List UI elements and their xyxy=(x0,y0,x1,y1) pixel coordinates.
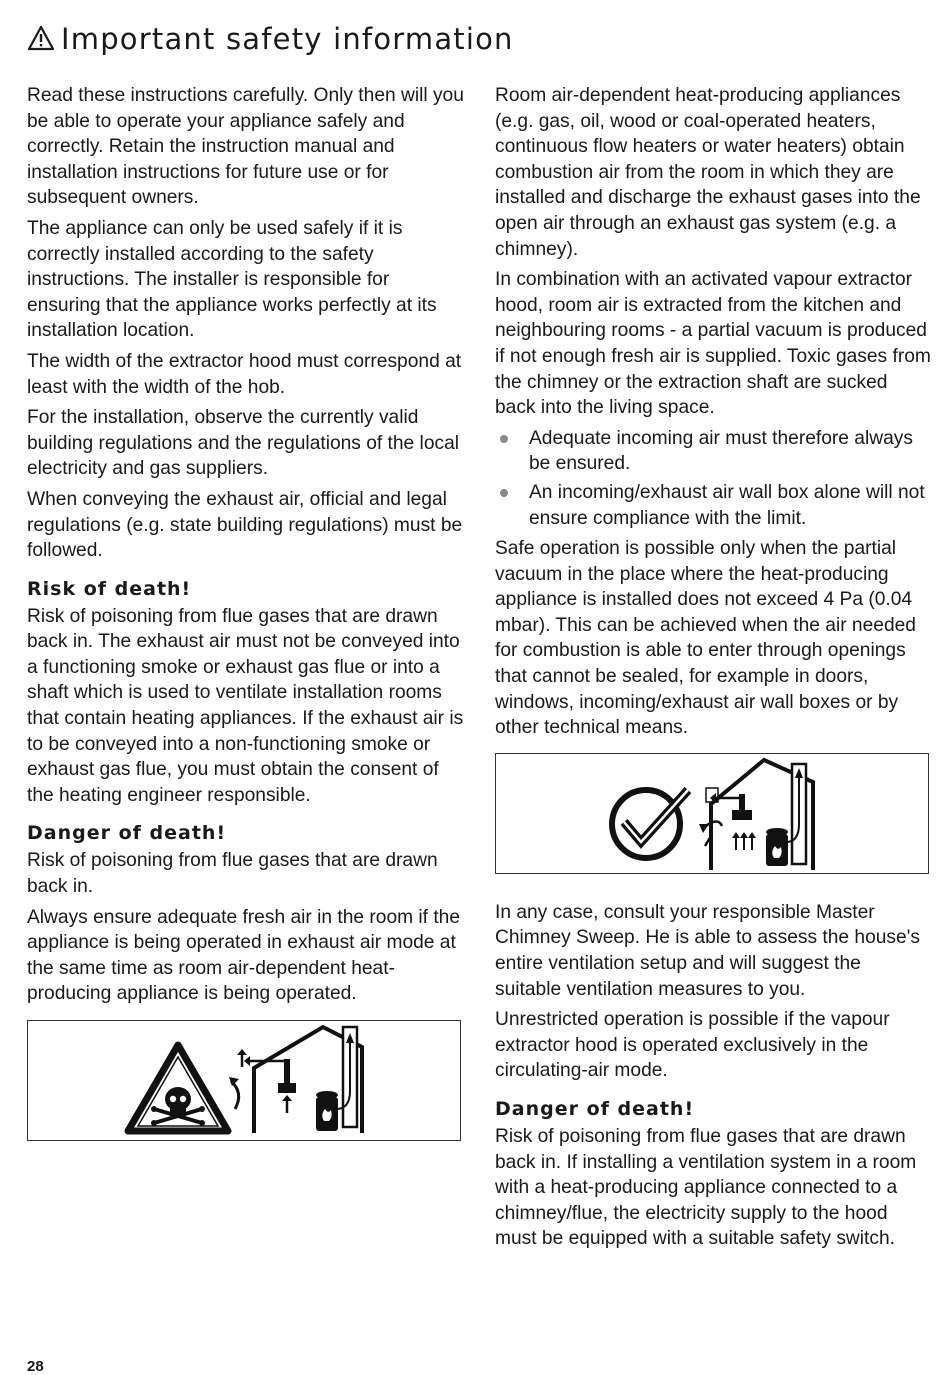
list-item xyxy=(495,426,931,477)
paragraph: For the installation, observe the currently valid building regulations and the regulations of the local electricity and gas suppliers. xyxy=(27,407,460,480)
paragraph: Always ensure adequate fresh air in the room if the appliance is being operated in exhaust air mode at the same time as room air-dependent heat-producing appliance is being operated. xyxy=(27,906,461,1005)
page-title xyxy=(27,22,514,56)
bullet-list xyxy=(495,426,931,531)
checkmark-circle-icon xyxy=(496,754,928,873)
page-number: 28 xyxy=(27,1358,44,1375)
page-title-text: Important safety information xyxy=(61,22,514,56)
safe-operation-figure xyxy=(495,753,929,874)
paragraph: Read these instructions carefully. Only then will you be able to operate your appliance safely and correctly. Retain the instruction manual and installation instructions for future use or for subsequent owners. xyxy=(27,85,464,209)
paragraph: In combination with an activated vapour extractor hood, room air is extracted from the kitchen and neighbouring rooms - a partial vacuum is produced if not enough fresh air is supplied. Toxic gases from the chimney or the extraction shaft are sucked back into the living space. xyxy=(495,269,931,419)
paragraph: When conveying the exhaust air, official and legal regulations (e.g. state building regulations) must be followed. xyxy=(27,488,463,562)
list-item-text: Adequate incoming air must therefore always be ensured. xyxy=(529,427,913,475)
warning-figure xyxy=(27,1020,461,1141)
list-item-text: An incoming/exhaust air wall box alone will not ensure compliance with the limit. xyxy=(529,481,925,529)
bullet-icon xyxy=(500,489,508,497)
list-item xyxy=(495,480,931,531)
section-heading: Risk of death! xyxy=(27,577,192,600)
right-column xyxy=(495,83,931,1257)
paragraph: Safe operation is possible only when the partial vacuum in the place where the heat-producing appliance is installed does not exceed 4 Pa (0.04 mbar). This can be achieved when the air needed for combustion is able to enter through openings that cannot be sealed, for example in doors, windows, incoming/exhaust air wall boxes or by other technical means. xyxy=(495,538,916,739)
paragraph: Risk of poisoning from flue gases that are drawn back in. If installing a ventilation system in a room with a heat-producing appliance connected to a chimney/flue, the electricity supply to the hood must be equipped with a suitable safety switch. xyxy=(495,1126,917,1250)
paragraph: The width of the extractor hood must correspond at least with the width of the hob. xyxy=(27,350,462,398)
paragraph: In any case, consult your responsible Master Chimney Sweep. He is able to assess the house's entire ventilation setup and will suggest the suitable ventilation measures to you. xyxy=(495,901,920,1000)
section-heading: Danger of death! xyxy=(27,822,227,845)
paragraph: Risk of poisoning from flue gases that are drawn back in. The exhaust air must not be conveyed into a functioning smoke or exhaust gas flue or into a shaft which is used to ventilate installation rooms that contain heating appliances. If the exhaust air is to be conveyed into a non-functioning smoke or exhaust gas flue, you must obtain the consent of the heating engineer responsible. xyxy=(27,605,464,806)
section-heading: Danger of death! xyxy=(495,1098,695,1120)
bullet-icon xyxy=(500,435,508,443)
paragraph: Risk of poisoning from flue gases that are drawn back in. xyxy=(27,850,438,898)
paragraph: Unrestricted operation is possible if the vapour extractor hood is operated exclusively in the circulating-air mode. xyxy=(495,1009,890,1082)
warning-triangle-icon xyxy=(27,25,55,51)
left-column xyxy=(27,83,467,1141)
skull-warning-icon xyxy=(28,1021,460,1140)
paragraph: The appliance can only be used safely if it is correctly installed according to the safety instructions. The installer is responsible for ensuring that the appliance works perfectly at its installation location. xyxy=(27,217,437,342)
paragraph: Room air-dependent heat-producing appliances (e.g. gas, oil, wood or coal-operated heaters, continuous flow heaters or water heaters) obtain combustion air from the room in which they are installed and discharge the exhaust gases into the open air through an exhaust gas system (e.g. a chimney). xyxy=(495,85,921,260)
